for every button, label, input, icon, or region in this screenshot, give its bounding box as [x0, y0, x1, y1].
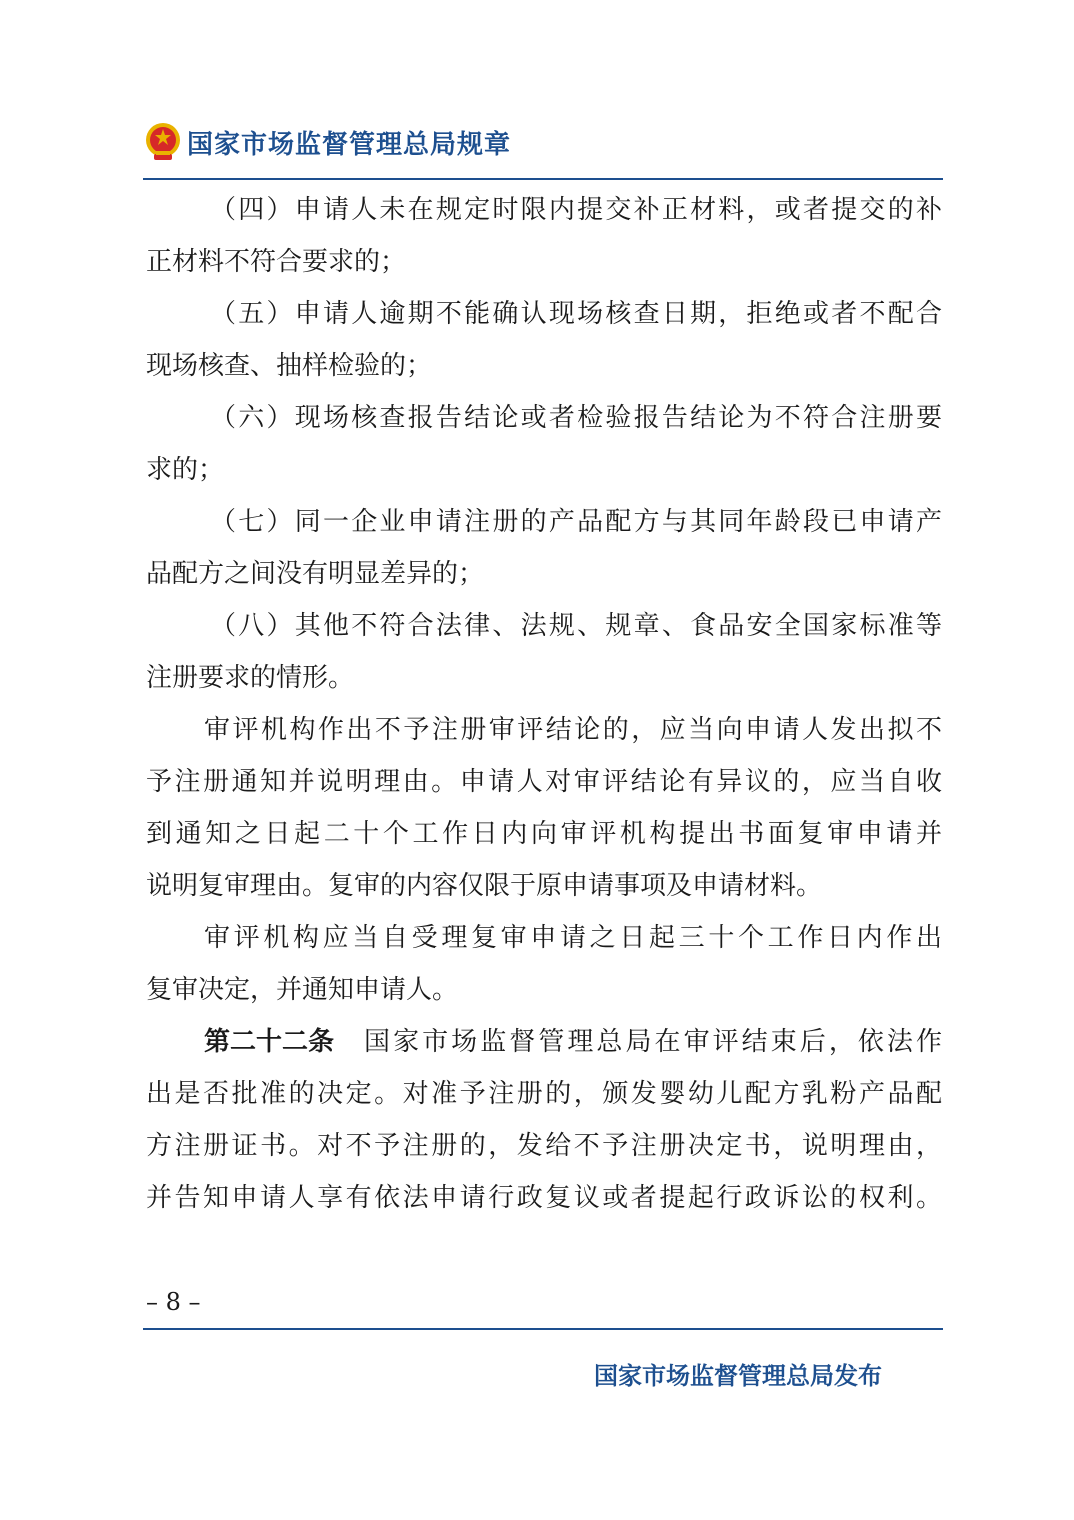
text-line: 审评机构应当自受理复审申请之日起三十个工作日内作出 — [204, 923, 942, 953]
text-line: 到通知之日起二十个工作日内向审评机构提出书面复审申请并 — [146, 819, 942, 849]
footer-divider — [143, 1328, 943, 1330]
text-line: （四）申请人未在规定时限内提交补正材料，或者提交的补 — [210, 195, 942, 225]
text-line: （八）其他不符合法律、法规、规章、食品安全国家标准等 — [210, 611, 942, 641]
page-number: – 8 – — [146, 1288, 201, 1316]
text-line: 审评机构作出不予注册审评结论的，应当向申请人发出拟不 — [204, 715, 942, 745]
text-line: （七）同一企业申请注册的产品配方与其同年龄段已申请产 — [210, 507, 942, 537]
text-line: 国家市场监督管理总局在审评结束后，依法作 — [364, 1027, 942, 1057]
text-line: 求的； — [146, 455, 225, 485]
page-header — [143, 118, 943, 178]
article-heading-line — [146, 1016, 942, 1068]
text-line: 复审决定，并通知申请人。 — [146, 975, 459, 1005]
text-line: （五）申请人逾期不能确认现场核查日期，拒绝或者不配合 — [210, 299, 942, 329]
text-line: 出是否批准的决定。对准予注册的，颁发婴幼儿配方乳粉产品配 — [146, 1079, 942, 1109]
text-line: 正材料不符合要求的； — [146, 247, 407, 277]
text-line: 方注册证书。对不予注册的，发给不予注册决定书，说明理由， — [146, 1131, 942, 1161]
text-line: 现场核查、抽样检验的； — [146, 351, 433, 381]
text-line: （六）现场核查报告结论或者检验报告结论为不符合注册要 — [210, 403, 942, 433]
footer-publisher: 国家市场监督管理总局发布 — [594, 1362, 882, 1390]
header-divider — [143, 178, 943, 180]
text-line: 品配方之间没有明显差异的； — [146, 559, 485, 589]
text-line: 并告知申请人享有依法申请行政复议或者提起行政诉讼的权利。 — [146, 1183, 942, 1213]
article-label: 第二十二条 — [204, 1027, 335, 1057]
national-emblem-icon — [143, 120, 183, 164]
text-line: 注册要求的情形。 — [146, 663, 355, 693]
text-line: 说明复审理由。复审的内容仅限于原申请事项及申请材料。 — [146, 871, 823, 901]
document-body — [146, 184, 942, 1224]
text-line: 予注册通知并说明理由。申请人对审评结论有异议的，应当自收 — [146, 767, 942, 797]
header-title: 国家市场监督管理总局规章 — [187, 130, 512, 160]
